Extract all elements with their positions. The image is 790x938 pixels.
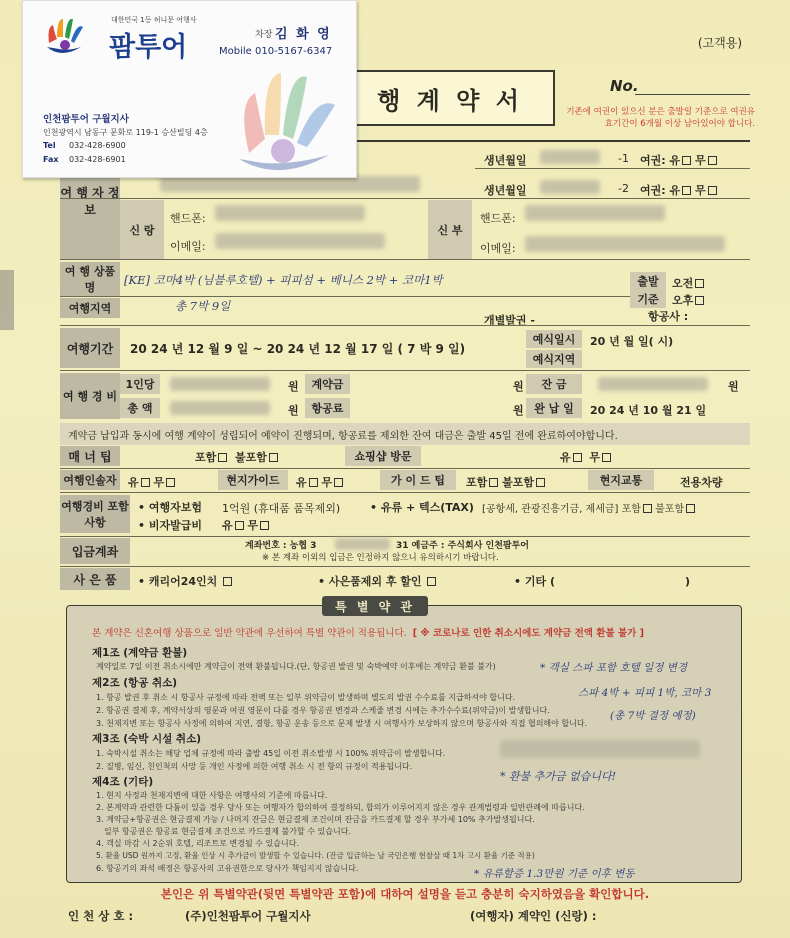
region-label: 여행지역: [60, 298, 120, 318]
fuel-tax-detail: [공항세, 관광진흥기금, 제세금] 포함 불포함: [482, 500, 695, 515]
redacted-note: [500, 740, 700, 758]
document-title: 행 계 약 서: [345, 70, 555, 126]
hand-watermark-icon: [219, 63, 354, 171]
redacted-per-person: [170, 377, 270, 391]
card-mobile: Mobile 010-5167-6347: [219, 46, 333, 57]
article-4-line: 일부 항공권은 항공료 현금결제 조건으로 카드결제 불가할 수 있습니다.: [104, 827, 351, 836]
account-number: 계좌번호 : 농협 3: [245, 541, 317, 551]
account-warning: ※ 본 계좌 이외의 입금은 인정하지 않으니 유의하시기 바랍니다.: [262, 553, 499, 563]
am-option: 오전: [672, 275, 704, 291]
private-car-label: 전용차량: [680, 476, 723, 489]
redacted-bride-email: [525, 236, 725, 252]
divider: [60, 370, 750, 371]
article-1-line: 계약일로 7일 이전 취소시에만 계약금이 전액 환불됩니다.(단, 항공권 발권 및 숙박예약 이후에는 계약금 환불 불가): [96, 662, 496, 671]
redacted-birth-2: [540, 180, 600, 194]
card-job-title: 차장: [255, 30, 273, 40]
binder-clip: [0, 270, 14, 330]
redacted-balance: [598, 377, 708, 391]
card-person-name: 김 화 영: [275, 27, 332, 42]
groom-label: 신 랑: [120, 200, 164, 259]
gift-carrier: • 캐리어24인치: [138, 573, 232, 589]
deposit-label: 계약금: [305, 374, 350, 394]
birth-suffix-2: -2: [618, 182, 629, 195]
groom-email-label: 이메일:: [170, 240, 206, 253]
pm-checkbox[interactable]: [695, 296, 704, 305]
visa-label: • 비자발급비: [138, 519, 202, 532]
divider: [60, 468, 750, 469]
gift-label: 사 은 품: [60, 568, 130, 590]
business-card: [22, 0, 357, 178]
guide-tip-included-checkbox[interactable]: [489, 478, 498, 487]
passport-label-2: 여권: 유 무: [640, 182, 717, 198]
divider: [60, 566, 750, 567]
guide-yes-checkbox[interactable]: [141, 478, 150, 487]
article-4-line: 5. 환율 USD 원까지 고정, 환율 인상 시 추가금이 발생할 수 있습니다. (잔금 입금하는 날 국민은행 현찰살 때 1차 고시 환율 기준 적용): [96, 851, 535, 860]
product-handwritten: [KE] 코마4박 (님블루호텔) + 피피섬 + 베니스 2박 + 코마1박: [124, 273, 443, 287]
redacted-groom-name: [160, 176, 420, 192]
balance-label: 잔 금: [526, 374, 582, 394]
gift-discount: • 사은품제외 후 할인: [318, 573, 436, 589]
hand-logo-icon: [41, 13, 101, 59]
per-person-label: 1인당: [120, 374, 160, 394]
includes-label: 여행경비 포함사항: [60, 495, 130, 533]
shopping-yes-checkbox[interactable]: [573, 453, 582, 462]
redacted-bride-phone: [525, 205, 665, 221]
guide-tip-not-included-checkbox[interactable]: [536, 478, 545, 487]
bride-phone-label: 핸드폰:: [480, 212, 516, 225]
contractor-label: (여행자) 계약인 (신랑) :: [470, 909, 597, 923]
article-3-line: 1. 숙박시설 취소는 해당 업체 규정에 따라 출발 45일 이전 취소발생 시 100% 위약금이 발생합니다.: [96, 749, 446, 758]
article-2-line: 1. 항공 발권 후 취소 시 항공사 규정에 따라 전액 또는 일부 위약금이 발생하며 별도의 발권 수수료를 지급하셔야 합니다.: [96, 693, 516, 702]
divider: [475, 168, 750, 169]
airline-label: 항공사 :: [648, 310, 689, 323]
birth-label-1: 생년월일: [484, 154, 527, 167]
bride-email-label: 이메일:: [480, 242, 516, 255]
won-unit: 원: [288, 404, 299, 417]
special-terms-tag: 특 별 약 관: [322, 596, 428, 616]
insurance-value: 1억원 (휴대품 품목제외): [222, 502, 341, 515]
article-2-line: 3. 천재지변 또는 항공사 사정에 의하여 지연, 결항, 항공 운송 등으로 문제 발생 시 여행사가 보상하지 않으며 항공사와 직접 협의해야 합니다.: [96, 719, 588, 728]
article-2-title: 제2조 (항공 취소): [92, 677, 178, 689]
handwritten-note-2: 스파 4박 + 피피 1박, 코마 3: [578, 687, 712, 699]
wedding-date-label: 예식일시: [526, 330, 582, 348]
visa-options: 유 무: [222, 517, 269, 533]
guide-options: 유 무: [128, 474, 175, 490]
standard-label: 기준: [630, 290, 666, 308]
handwritten-note-4: * 환불 추가금 없습니다!: [500, 770, 617, 783]
card-tagline: 대한민국 1등 허니문 여행사: [111, 16, 197, 24]
won-unit: 원: [513, 380, 524, 393]
passport-yes-checkbox-1[interactable]: [682, 156, 691, 165]
redacted-groom-email: [215, 233, 385, 249]
divider: [60, 296, 630, 297]
special-terms-head: 본 계약은 신혼여행 상품으로 일반 약관에 우선하여 특별 약관이 적용됩니다. [ ※ 코로나로 인한 취소시에도 계약금 전액 환불 불가 ]: [92, 628, 644, 639]
divider: [60, 198, 750, 199]
visa-yes-checkbox[interactable]: [235, 521, 244, 530]
birth-label-2: 생년월일: [484, 184, 527, 197]
local-guide-yes-checkbox[interactable]: [309, 478, 318, 487]
shopping-label: 쇼핑샵 방문: [345, 446, 421, 466]
discount-checkbox[interactable]: [427, 577, 436, 586]
visa-no-checkbox[interactable]: [260, 521, 269, 530]
period-text: 20 24 년 12 월 9 일 ~ 20 24 년 12 월 17 일 ( 7 박 9 일): [130, 342, 466, 356]
shopping-no-checkbox[interactable]: [602, 453, 611, 462]
redacted-groom-phone: [215, 205, 365, 221]
redacted-account: [335, 538, 390, 550]
period-label: 여행기간: [60, 328, 120, 368]
article-4-line: 6. 항공기의 좌석 배정은 항공사의 고유권한으로 당사가 책임지지 않습니다.: [96, 864, 359, 873]
handwritten-note-5: * 유류할증 1.3만원 기준 이후 변동: [474, 868, 635, 880]
passport-notice: 기존에 여권이 있으신 분은 출발일 기준으로 여권유효기간이 6개월 이상 남아있어야 합니다.: [566, 107, 755, 129]
card-address: 인천광역시 남동구 문화로 119-1 승산빌딩 4층: [43, 128, 208, 137]
number-line: [635, 94, 750, 95]
divider: [60, 259, 750, 260]
divider: [60, 325, 750, 326]
account-holder: 31 예금주 : 주식회사 인천팜투어: [396, 541, 529, 551]
region-handwritten: 총 7박 9일: [175, 299, 231, 313]
company-label: 인 천 상 호 :: [68, 909, 134, 923]
local-guide-label: 현지가이드: [218, 470, 288, 490]
divider: [60, 492, 750, 493]
manner-tip-label: 매 너 팁: [60, 446, 120, 466]
depart-label: 출발: [630, 272, 666, 290]
shopping-options: 유 무: [560, 449, 611, 465]
article-1-title: 제1조 (계약금 환불): [92, 647, 188, 659]
manner-not-included-checkbox[interactable]: [269, 453, 278, 462]
local-guide-no-checkbox[interactable]: [334, 478, 343, 487]
passport-no-checkbox-2[interactable]: [708, 186, 717, 195]
paid-date-value: 20 24 년 10 월 21 일: [590, 404, 707, 417]
payment-notice: 계약금 납입과 동시에 여행 계약이 성립되어 예약이 진행되며, 항공료를 제외한 잔여 대금은 출발 45일 전에 완료하여야합니다.: [60, 423, 750, 445]
account-label: 입금계좌: [60, 538, 130, 564]
card-brand: 팜투어: [109, 32, 188, 63]
bride-label: 신 부: [428, 200, 472, 259]
am-checkbox[interactable]: [695, 279, 704, 288]
copy-label: (고객용): [697, 36, 742, 50]
paid-date-label: 완 납 일: [526, 398, 582, 418]
pm-option: 오후: [672, 292, 704, 308]
number-label: No.: [610, 77, 639, 95]
won-unit: 원: [513, 404, 524, 417]
passport-label-1: 여권: 유 무: [640, 152, 717, 168]
handwritten-note-1: * 객실 스파 포함 호텔 일정 변경: [540, 662, 687, 674]
guide-tip-label: 가 이 드 팁: [380, 470, 456, 490]
article-4-line: 1. 현지 사정과 천재지변에 대한 사항은 여행사의 기준에 따릅니다.: [96, 791, 328, 800]
manner-included-checkbox[interactable]: [218, 453, 227, 462]
fuel-not-included-checkbox[interactable]: [686, 504, 695, 513]
divider: [60, 536, 750, 537]
groom-phone-label: 핸드폰:: [170, 212, 206, 225]
product-label: 여 행 상품명: [60, 262, 120, 296]
redacted-total: [170, 401, 270, 415]
article-4-line: 3. 계약금+항공권은 현금결제 가능 / 나머지 잔금은 현금결제 조건이며 잔금을 카드결제 할 경우 부가세 10% 추가발생됩니다.: [96, 815, 535, 824]
ticketing-label: 개별발권 -: [484, 314, 535, 327]
fuel-included-checkbox[interactable]: [643, 504, 652, 513]
card-branch: 인천팜투어 구월지사: [43, 114, 129, 125]
air-fee-label: 항공료: [305, 398, 350, 418]
traveler-info-label: 여 행 자 정 보: [60, 142, 120, 259]
carrier-checkbox[interactable]: [223, 577, 232, 586]
card-tel: Tel 032-428-6900: [43, 141, 126, 150]
passport-yes-checkbox-2[interactable]: [682, 186, 691, 195]
article-3-title: 제3조 (숙박 시설 취소): [92, 733, 202, 745]
insurance-label: • 여행자보험: [138, 501, 202, 514]
company-name: (주)인천팜투어 구월지사: [185, 909, 311, 923]
article-3-line: 2. 질병, 임신, 친인척의 사망 등 개인 사정에 의한 여행 취소 시 전 항의 규정이 적용됩니다.: [96, 762, 413, 771]
guide-tip-options: 포함 불포함: [466, 474, 545, 490]
fuel-tax-label: • 유류 + 텍스(TAX): [370, 501, 474, 514]
passport-no-checkbox-1[interactable]: [708, 156, 717, 165]
birth-suffix-1: -1: [618, 152, 629, 165]
guide-no-checkbox[interactable]: [166, 478, 175, 487]
cost-label: 여 행 경 비: [60, 373, 120, 419]
redacted-birth-1: [540, 150, 600, 164]
wedding-date-value: 20 년 월 일( 시): [590, 335, 674, 348]
confirmation-statement: 본인은 위 특별약관(뒷면 특별약관 포함)에 대하여 설명을 듣고 충분히 숙지하였음을 확인합니다.: [160, 887, 650, 901]
card-fax: Fax 032-428-6901: [43, 155, 126, 164]
won-unit: 원: [728, 380, 739, 393]
article-4-line: 2. 본계약과 관련한 다툼이 있을 경우 당사 또는 여행자가 합의하여 결정하되, 합의가 이루어지지 않은 경우 관계법령과 일반관례에 따릅니다.: [96, 803, 585, 812]
guide-label: 여행인솔자: [60, 470, 120, 490]
article-2-line: 2. 항공권 결제 후, 계약서상의 영문과 여권 영문이 다를 경우 항공권 변경과 스케줄 변경 시에는 추가수수료(위약금)이 발생합니다.: [96, 706, 550, 715]
total-label: 총 액: [120, 398, 160, 418]
handwritten-note-3: (총 7박 결정 예정): [610, 710, 696, 722]
article-4-title: 제4조 (기타): [92, 776, 154, 788]
article-4-line: 4. 객실 마감 시 2순위 호텔, 리조트로 변경될 수 있습니다.: [96, 839, 299, 848]
manner-tip-options: 포함 불포함: [195, 449, 278, 465]
gift-other: • 기타 ( ): [514, 575, 691, 588]
local-guide-options: 유 무: [296, 474, 343, 490]
wedding-place-label: 예식지역: [526, 350, 582, 368]
won-unit: 원: [288, 380, 299, 393]
local-transport-label: 현지교통: [588, 470, 654, 490]
